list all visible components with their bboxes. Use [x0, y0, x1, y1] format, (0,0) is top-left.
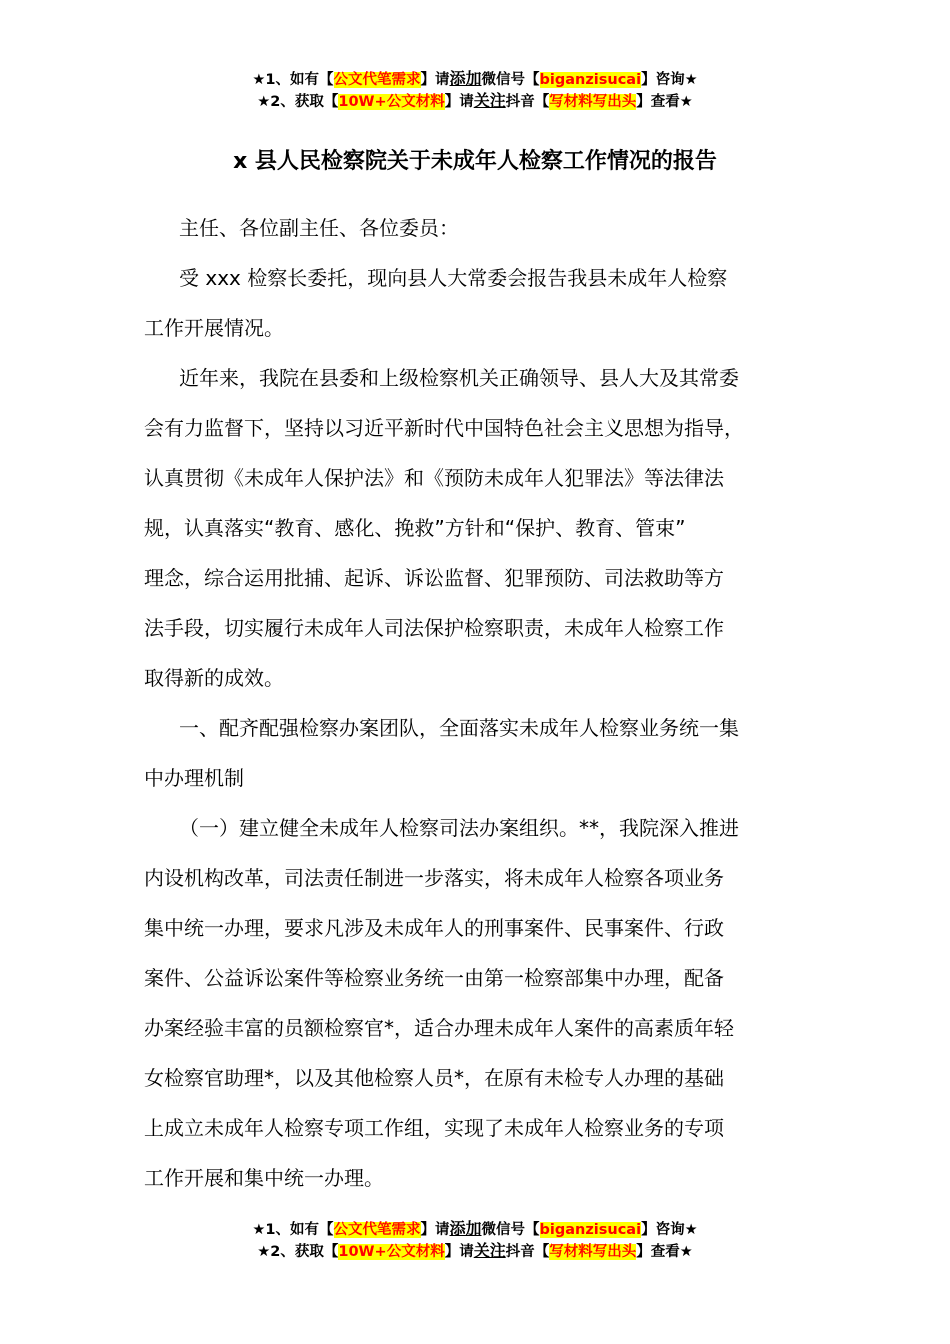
promo-text: 微信号【: [481, 1222, 540, 1238]
salutation: 主任、各位副主任、各位委员：: [179, 216, 459, 240]
paragraph-line: 集中统一办理，要求凡涉及未成年人的刑事案件、民事案件、行政: [144, 916, 724, 940]
promo-text: 】请: [420, 72, 450, 88]
star-icon: ★: [679, 1244, 693, 1260]
section-heading: 中办理机制: [144, 766, 244, 790]
promo-text: 微信号【: [481, 72, 540, 88]
star-icon: ★: [252, 72, 266, 88]
paragraph-line: 工作开展和集中统一办理。: [144, 1166, 384, 1190]
paragraph-line: 法手段，切实履行未成年人司法保护检察职责，未成年人检察工作: [144, 616, 724, 640]
douyin-id: 写材料写出头: [549, 94, 637, 110]
paragraph-line: 规，认真落实“教育、感化、挽救”方针和“保护、教育、管束”: [144, 516, 686, 540]
promo-line-2: [0, 90, 950, 112]
promo-text: 抖音【: [505, 94, 550, 110]
promo-text: 】咨询: [641, 72, 685, 88]
promo-text: 2、获取【: [270, 1244, 339, 1260]
document-body: [144, 206, 816, 1206]
paragraph-line: 办案经验丰富的员额检察官*，适合办理未成年人案件的高素质年轻: [144, 1016, 734, 1040]
star-icon: ★: [257, 94, 271, 110]
star-icon: ★: [684, 1222, 698, 1238]
paragraph-line: 认真贯彻《未成年人保护法》和《预防未成年人犯罪法》等法律法: [144, 466, 724, 490]
promo-text: 】查看: [636, 94, 680, 110]
section-heading: 一、配齐配强检察办案团队，全面落实未成年人检察业务统一集: [179, 716, 739, 740]
promo-line-1: [0, 1218, 950, 1240]
highlight-text: 10W+公文材料: [338, 94, 445, 110]
promo-text: 】请: [444, 94, 474, 110]
emphasis-text: 添加: [449, 1219, 482, 1238]
promo-text: 】请: [420, 1222, 450, 1238]
paragraph-line: 近年来，我院在县委和上级检察机关正确领导、县人大及其常委: [179, 366, 739, 390]
emphasis-text: 关注: [473, 91, 506, 110]
paragraph-line: 理念，综合运用批捕、起诉、诉讼监督、犯罪预防、司法救助等方: [144, 566, 724, 590]
paragraph-line: （一）建立健全未成年人检察司法办案组织。**，我院深入推进: [179, 816, 739, 840]
paragraph-line: 取得新的成效。: [144, 666, 284, 690]
star-icon: ★: [257, 1244, 271, 1260]
paragraph-line: 女检察官助理*，以及其他检察人员*，在原有未检专人办理的基础: [144, 1066, 724, 1090]
emphasis-text: 添加: [449, 69, 482, 88]
highlight-text: 10W+公文材料: [338, 1244, 445, 1260]
promo-banner-bottom: [0, 1218, 950, 1262]
star-icon: ★: [679, 94, 693, 110]
paragraph-line: 受 xxx 检察长委托，现向县人大常委会报告我县未成年人检察: [179, 266, 728, 290]
document-title: x 县人民检察院关于未成年人检察工作情况的报告: [233, 149, 717, 174]
paragraph-line: 案件、公益诉讼案件等检察业务统一由第一检察部集中办理，配备: [144, 966, 724, 990]
star-icon: ★: [684, 72, 698, 88]
promo-text: 抖音【: [505, 1244, 550, 1260]
highlight-text: 公文代笔需求: [333, 72, 421, 88]
highlight-text: 公文代笔需求: [333, 1222, 421, 1238]
promo-text: 】咨询: [641, 1222, 685, 1238]
promo-line-2: [0, 1240, 950, 1262]
paragraph-line: 上成立未成年人检察专项工作组，实现了未成年人检察业务的专项: [144, 1116, 724, 1140]
promo-text: 1、如有【: [265, 1222, 334, 1238]
promo-text: 】请: [444, 1244, 474, 1260]
promo-line-1: [0, 68, 950, 90]
promo-banner-top: [0, 68, 950, 112]
emphasis-text: 关注: [473, 1241, 506, 1260]
paragraph-line: 会有力监督下，坚持以习近平新时代中国特色社会主义思想为指导，: [144, 416, 744, 440]
wechat-id: biganzisucai: [539, 1222, 642, 1238]
promo-text: 2、获取【: [270, 94, 339, 110]
paragraph-line: 工作开展情况。: [144, 316, 284, 340]
paragraph-line: 内设机构改革，司法责任制进一步落实，将未成年人检察各项业务: [144, 866, 724, 890]
douyin-id: 写材料写出头: [549, 1244, 637, 1260]
promo-text: 】查看: [636, 1244, 680, 1260]
wechat-id: biganzisucai: [539, 72, 642, 88]
promo-text: 1、如有【: [265, 72, 334, 88]
star-icon: ★: [252, 1222, 266, 1238]
